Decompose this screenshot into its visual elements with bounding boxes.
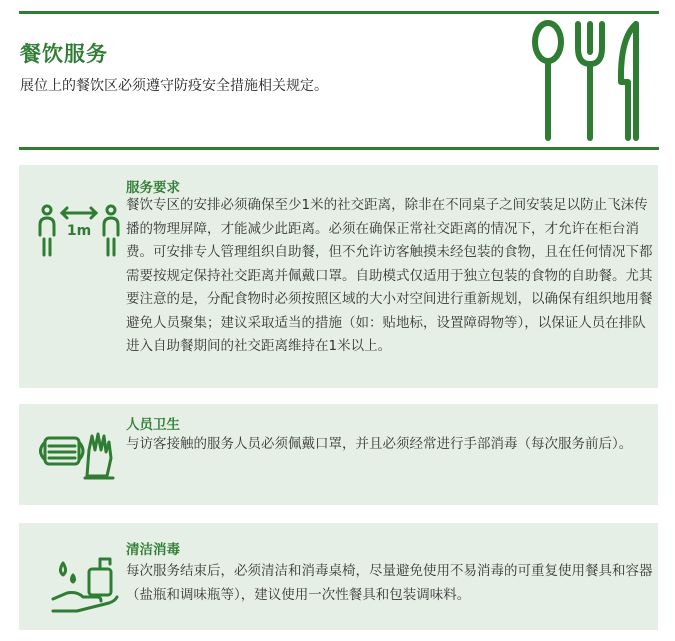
service-requirements-card	[19, 165, 658, 388]
cleaning-text: 每次服务结束后，必须清洁和消毒桌椅，尽量避免使用不易消毒的可重复使用餐具和容器（盐瓶和调味瓶等），建议使用一次性餐具和包装调味料。	[126, 563, 653, 603]
page-title: 餐饮服务	[20, 42, 108, 66]
cleaning-heading: 清洁消毒	[126, 542, 180, 558]
page-subtitle: 展位上的餐饮区必须遵守防疫安全措施相关规定。	[20, 78, 328, 94]
distance-label: 1m	[66, 223, 92, 239]
sanitizer-hands-icon	[49, 549, 125, 615]
personnel-hygiene-card	[19, 404, 658, 505]
service-requirements-text: 餐饮专区的安排必须确保至少1米的社交距离，除非在不同桌子之间安装足以防止飞沫传播的物理屏障，才能减少此距离。必须在确保正常社交距离的情况下，才允许在柜台消费。可安排专人管理组织自助餐，但不允许访客触摸未经包装的食物，且在任何情况下都需要按规定保持社交距离并佩戴口罩。自助模式仅适用于独立包装的食物的自助餐。尤其要注意的是，分配食物时必须按照区域的大小对空间进行重新规划，以确保有组织地用餐避免人员聚集；建议采取适当的措施（如：贴地标，设置障碍物等），以保证人员在排队进入自助餐期间的社交距离维持在1米以上。	[126, 197, 653, 354]
top-divider	[19, 11, 659, 14]
section-divider	[19, 147, 659, 150]
cleaning-card	[19, 523, 658, 630]
utensils-icon	[528, 20, 648, 142]
personnel-hygiene-text: 与访客接触的服务人员必须佩戴口罩，并且必须经常进行手部消毒（每次服务前后）。	[126, 436, 633, 452]
service-requirements-heading: 服务要求	[126, 180, 180, 196]
personnel-hygiene-heading: 人员卫生	[126, 417, 180, 433]
social-distance-icon	[37, 203, 121, 263]
mask-gloves-icon	[35, 428, 123, 484]
